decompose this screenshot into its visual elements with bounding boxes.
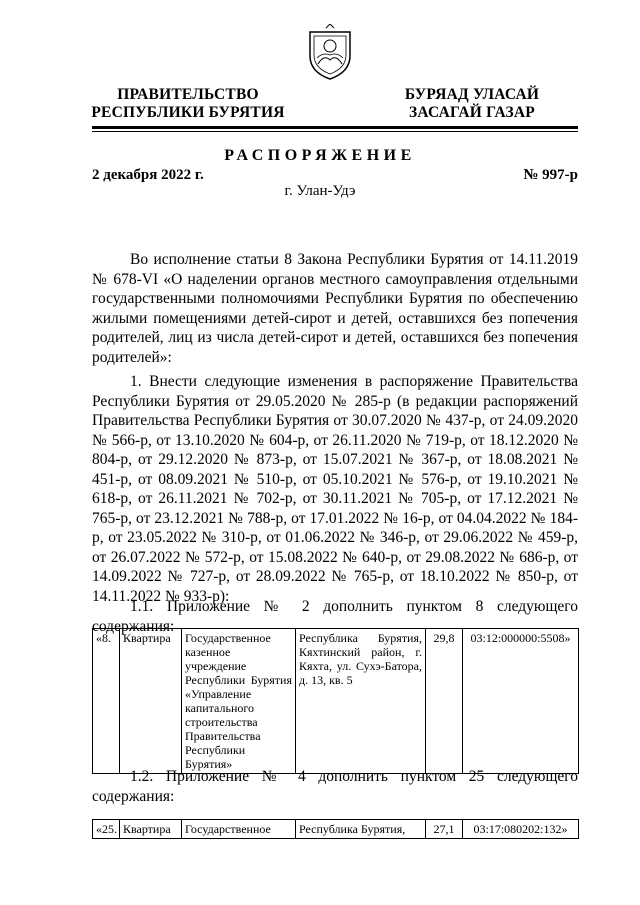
cell-type: Квартира — [120, 820, 182, 839]
document-title: РАСПОРЯЖЕНИЕ — [224, 147, 416, 164]
cell-owner: Государственное — [182, 820, 296, 839]
cell-owner: Государственное казенное учреждение Республики Бурятия «Управление капитального строительства Правительства Республики Бурятия» — [182, 629, 296, 774]
intro-paragraph — [92, 250, 578, 367]
document-date: 2 декабря 2022 г. — [92, 167, 204, 183]
table-row — [93, 629, 579, 774]
document-city: г. Улан-Удэ — [284, 183, 356, 199]
document-number: № 997-р — [523, 167, 578, 183]
left-org-name — [88, 86, 288, 122]
left-org-line2: РЕСПУБЛИКИ БУРЯТИЯ — [91, 104, 285, 121]
coat-of-arms-emblem-icon — [304, 24, 356, 82]
cell-number: «8. — [93, 629, 120, 774]
item-1-paragraph — [92, 372, 578, 606]
cell-cadastral: 03:12:000000:5508» — [463, 629, 579, 774]
right-org-name — [384, 86, 560, 122]
right-org-line2: ЗАСАГАЙ ГАЗАР — [409, 104, 535, 121]
header-divider-thick — [92, 126, 578, 129]
item-1-1-text: 1.1. Приложение № 2 дополнить пунктом 8 следующего содержания: — [92, 598, 578, 635]
amendment-table-item-25 — [92, 819, 579, 839]
intro-text: Во исполнение статьи 8 Закона Республики Бурятия от 14.11.2019 № 678-VI «О наделении органов местного самоуправления отдельными государственными полномочиями Республики Бурятия по обеспечению жилыми помещениями детей-сирот и детей, оставшихся без попечения родителей, лиц из числа детей-сирот и детей, оставшихся без попечения родителей»: — [92, 251, 578, 366]
cell-area: 27,1 — [426, 820, 463, 839]
table-row — [93, 820, 579, 839]
right-org-line1: БУРЯАД УЛАСАЙ — [404, 86, 540, 103]
cell-type: Квартира — [120, 629, 182, 774]
cell-address: Республика Бурятия, — [296, 820, 426, 839]
item-1-2-text: 1.2. Приложение № 4 дополнить пунктом 25 следующего содержания: — [92, 768, 578, 805]
item-1-text: 1. Внести следующие изменения в распоряжение Правительства Республики Бурятия от 29.05.2020 № 285-р (в редакции распоряжений Правительства Республики Бурятия от 30.07.2020 № 437-р, от 24.09.2020 № 566-р, от 13.10.2020 № 604-р, от 26.11.2020 № 719-р, от 18.12.2020 № 804-р, от 29.12.2020 № 873-р, от 15.07.2021 № 367-р, от 18.08.2021 № 451-р, от 08.09.2021 № 510-р, от 05.10.2021 № 576-р, от 19.10.2021 № 618-р, от 26.11.2021 № 702-р, от 30.11.2021 № 705-р, от 17.12.2021 № 765-р, от 23.12.2021 № 788-р, от 17.01.2022 № 16-р, от 04.04.2022 № 184-р, от 23.05.2022 № 310-р, от 01.06.2022 № 346-р, от 29.06.2022 № 459-р, от 26.07.2022 № 572-р, от 15.08.2022 № 640-р, от 29.08.2022 № 686-р, от 14.09.2022 № 727-р, от 28.09.2022 № 765-р, от 18.10.2022 № 850-р, от 14.11.2022 № 933-р): — [92, 373, 578, 605]
header-divider-thin — [92, 131, 578, 132]
cell-number: «25. — [93, 820, 120, 839]
cell-cadastral: 03:17:080202:132» — [463, 820, 579, 839]
cell-address: Республика Бурятия, Кяхтинский район, г. Кяхта, ул. Сухэ-Батора, д. 13, кв. 5 — [296, 629, 426, 774]
item-1-2-paragraph — [92, 767, 578, 806]
amendment-table-item-8 — [92, 628, 579, 774]
left-org-line1: ПРАВИТЕЛЬСТВО — [117, 86, 259, 103]
cell-area: 29,8 — [426, 629, 463, 774]
